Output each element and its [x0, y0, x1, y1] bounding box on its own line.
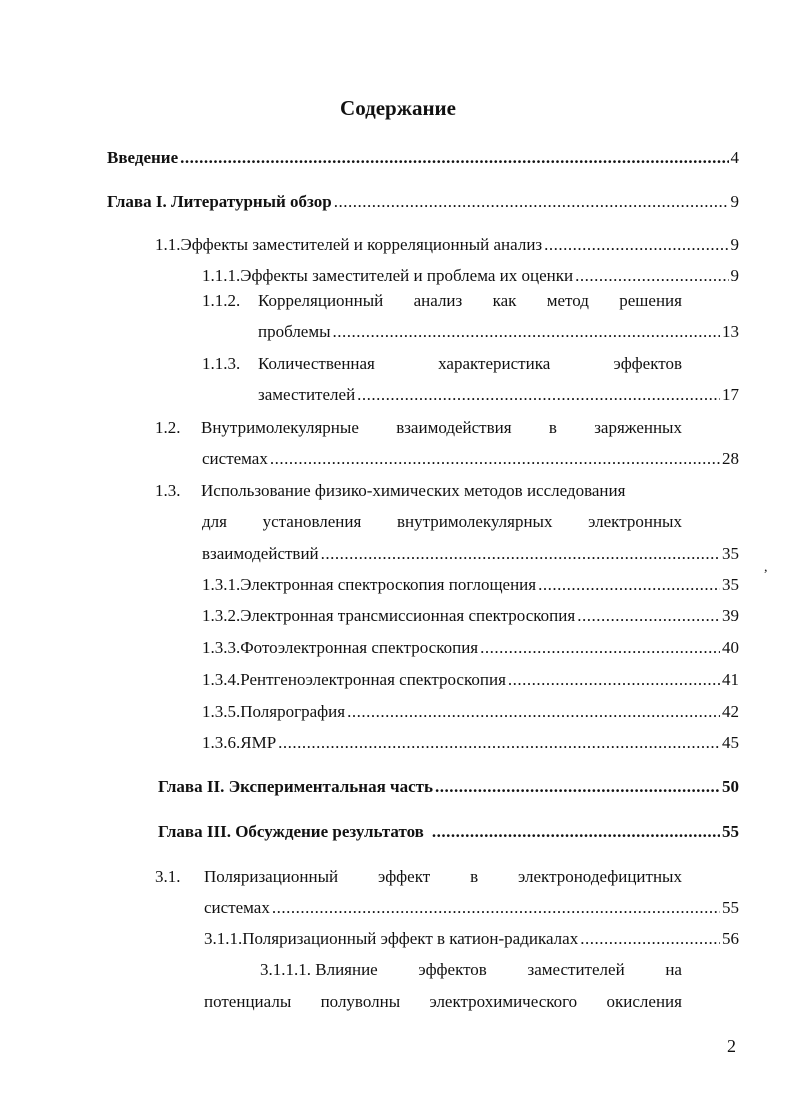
- toc-entry-1-3-6[interactable]: [202, 731, 739, 755]
- toc-leader-dots: [544, 233, 728, 257]
- toc-entry-3-1[interactable]: [155, 865, 682, 889]
- toc-leader-dots: [180, 146, 728, 170]
- toc-leader-dots: [270, 447, 720, 471]
- toc-word: электронодефицитных: [518, 867, 682, 886]
- toc-entry-text: Глава II. Экспериментальная часть: [158, 777, 434, 796]
- toc-leader-dots: [480, 636, 720, 660]
- toc-entry-text: [201, 416, 682, 440]
- toc-page-number: 35: [722, 575, 739, 594]
- toc-page-number: 13: [722, 322, 739, 341]
- toc-leader-dots: [347, 700, 720, 724]
- toc-section-number: 1.3.5.: [202, 702, 241, 721]
- toc-entry-1-3-2[interactable]: [202, 604, 739, 628]
- toc-word: Поляризационный: [204, 867, 339, 886]
- toc-entry-text: Эффекты заместителей и проблема их оценки: [240, 266, 574, 285]
- toc-leader-dots: [575, 264, 728, 288]
- toc-leader-dots: [580, 927, 720, 951]
- toc-entry-1-2-cont[interactable]: [202, 447, 739, 471]
- toc-word: окисления: [606, 992, 682, 1011]
- toc-entry-1-1-3-cont[interactable]: [258, 383, 739, 407]
- toc-section-number: 3.1.1.: [204, 929, 243, 948]
- toc-page-number: 42: [722, 702, 739, 721]
- toc-entry-text: Использование физико-химических методов исследования: [201, 481, 626, 500]
- toc-page-number: 56: [722, 929, 739, 948]
- toc-page-number: 45: [722, 733, 739, 752]
- toc-page-number: 50: [722, 777, 739, 796]
- toc-section-number: 1.3.3.: [202, 638, 241, 657]
- toc-word: взаимодействия: [396, 418, 512, 437]
- toc-page-number: 9: [730, 235, 739, 254]
- toc-entry-1-3[interactable]: [155, 479, 682, 503]
- toc-section-number: 3.1.: [155, 867, 181, 886]
- toc-entry-text: [204, 865, 682, 889]
- toc-leader-dots: [435, 775, 720, 799]
- toc-section-number: 1.1.2.: [202, 291, 241, 310]
- toc-entry-3-1-1[interactable]: [204, 927, 739, 951]
- toc-page-number: 4: [730, 148, 739, 167]
- toc-entry-text: Глава III. Обсуждение результатов: [158, 822, 424, 841]
- toc-entry-text: Электронная спектроскопия поглощения: [240, 575, 537, 594]
- toc-section-number: 1.1.: [155, 235, 181, 254]
- toc-page-number: 9: [730, 266, 739, 285]
- toc-section-number: 1.3.4.: [202, 670, 241, 689]
- toc-leader-dots: [538, 573, 720, 597]
- toc-word: в: [470, 867, 479, 886]
- toc-word: характеристика: [438, 354, 551, 373]
- toc-page-number: 40: [722, 638, 739, 657]
- toc-entry-text: Электронная трансмиссионная спектроскопия: [240, 606, 576, 625]
- toc-entry-1-2[interactable]: [155, 416, 682, 440]
- toc-page-number: 35: [722, 544, 739, 563]
- toc-leader-dots: [357, 383, 720, 407]
- toc-entry-1-3-5[interactable]: [202, 700, 739, 724]
- toc-entry-1-1-1[interactable]: [202, 264, 739, 288]
- toc-entry-1-1-3[interactable]: [202, 352, 682, 376]
- toc-entry-text: Введение: [107, 148, 179, 167]
- toc-word: в: [548, 418, 557, 437]
- toc-leader-dots: [333, 320, 720, 344]
- toc-word: Количественная: [258, 354, 375, 373]
- toc-entry-3-1-1-1-line2[interactable]: [204, 990, 682, 1014]
- toc-word: метод: [546, 291, 589, 310]
- toc-word: установления: [262, 512, 362, 531]
- toc-word: электронных: [588, 512, 682, 531]
- toc-entry-text: Рентгеноэлектронная спектроскопия: [240, 670, 506, 689]
- toc-page-number: 41: [722, 670, 739, 689]
- toc-entry-chapter-2[interactable]: [158, 775, 739, 799]
- toc-page-number: 9: [730, 192, 739, 211]
- page-number: 2: [727, 1036, 736, 1056]
- toc-word: заместителей: [527, 960, 625, 979]
- toc-entry-chapter-3[interactable]: [158, 820, 739, 844]
- toc-leader-dots: [508, 668, 720, 692]
- toc-word: эффектов: [613, 354, 682, 373]
- toc-entry-intro[interactable]: [107, 146, 739, 170]
- toc-word: потенциалы: [204, 992, 292, 1011]
- toc-leader-dots: [321, 542, 720, 566]
- toc-entry-text: Глава I. Литературный обзор: [107, 192, 332, 211]
- toc-word: на: [665, 960, 682, 979]
- toc-entry-3-1-1-1[interactable]: [260, 958, 682, 982]
- toc-entry-chapter-1[interactable]: [107, 190, 739, 214]
- toc-section-number: 1.3.6.: [202, 733, 241, 752]
- toc-leader-dots: [577, 604, 720, 628]
- toc-word: как: [492, 291, 517, 310]
- toc-leader-dots: [432, 820, 720, 844]
- toc-word: анализ: [413, 291, 463, 310]
- toc-word: внутримолекулярных: [396, 512, 553, 531]
- toc-leader-dots: [334, 190, 729, 214]
- toc-word: эффектов: [418, 960, 487, 979]
- toc-section-number: 1.3.: [155, 481, 181, 500]
- toc-page-number: 55: [722, 898, 739, 917]
- toc-entry-1-1-2[interactable]: [202, 289, 682, 313]
- toc-word: Корреляционный: [258, 291, 384, 310]
- toc-word: Внутримолекулярные: [201, 418, 359, 437]
- toc-entry-text: системах: [202, 449, 268, 468]
- toc-entry-1-3-cont[interactable]: [202, 542, 739, 566]
- toc-entry-1-3-3[interactable]: [202, 636, 739, 660]
- toc-section-number: 1.2.: [155, 418, 181, 437]
- toc-leader-dots: [278, 731, 720, 755]
- toc-entry-text: заместителей: [258, 385, 356, 404]
- toc-word: заряженных: [594, 418, 682, 437]
- toc-entry-text: системах: [204, 898, 270, 917]
- toc-entry-text: Фотоэлектронная спектроскопия: [240, 638, 479, 657]
- toc-entry-text: [258, 352, 682, 376]
- toc-word: для: [202, 512, 227, 531]
- scan-mark: ,: [764, 560, 768, 575]
- toc-section-number: 1.1.1.: [202, 266, 241, 285]
- toc-word: 3.1.1.1. Влияние: [260, 960, 378, 979]
- toc-section-number: 1.1.3.: [202, 354, 241, 373]
- toc-word: решения: [619, 291, 682, 310]
- toc-entry-text: Эффекты заместителей и корреляционный анализ: [180, 235, 543, 254]
- toc-section-number: 1.3.2.: [202, 606, 241, 625]
- toc-entry-text: [258, 289, 682, 313]
- toc-entry-text: проблемы: [258, 322, 331, 341]
- toc-word: полуволны: [320, 992, 401, 1011]
- toc-entry-text: взаимодействий: [202, 544, 319, 563]
- page-title: Содержание: [340, 96, 456, 120]
- toc-section-number: 1.3.1.: [202, 575, 241, 594]
- toc-entry-text: ЯМР: [240, 733, 277, 752]
- toc-page-number: 17: [722, 385, 739, 404]
- toc-entry-text: Полярография: [240, 702, 346, 721]
- toc-page-number: 39: [722, 606, 739, 625]
- toc-leader-dots: [272, 896, 720, 920]
- toc-entry-1-3-4[interactable]: [202, 668, 739, 692]
- toc-entry-3-1-cont[interactable]: [204, 896, 739, 920]
- toc-entry-text: Поляризационный эффект в катион-радикалах: [242, 929, 579, 948]
- toc-entry-1-3-1[interactable]: [202, 573, 739, 597]
- toc-entry-1-3-line2[interactable]: [202, 510, 682, 534]
- toc-word: эффект: [378, 867, 431, 886]
- toc-entry-1-1[interactable]: [155, 233, 739, 257]
- toc-page-number: 28: [722, 449, 739, 468]
- toc-page-number: 55: [722, 822, 739, 841]
- toc-entry-1-1-2-cont[interactable]: [258, 320, 739, 344]
- toc-word: электрохимического: [429, 992, 578, 1011]
